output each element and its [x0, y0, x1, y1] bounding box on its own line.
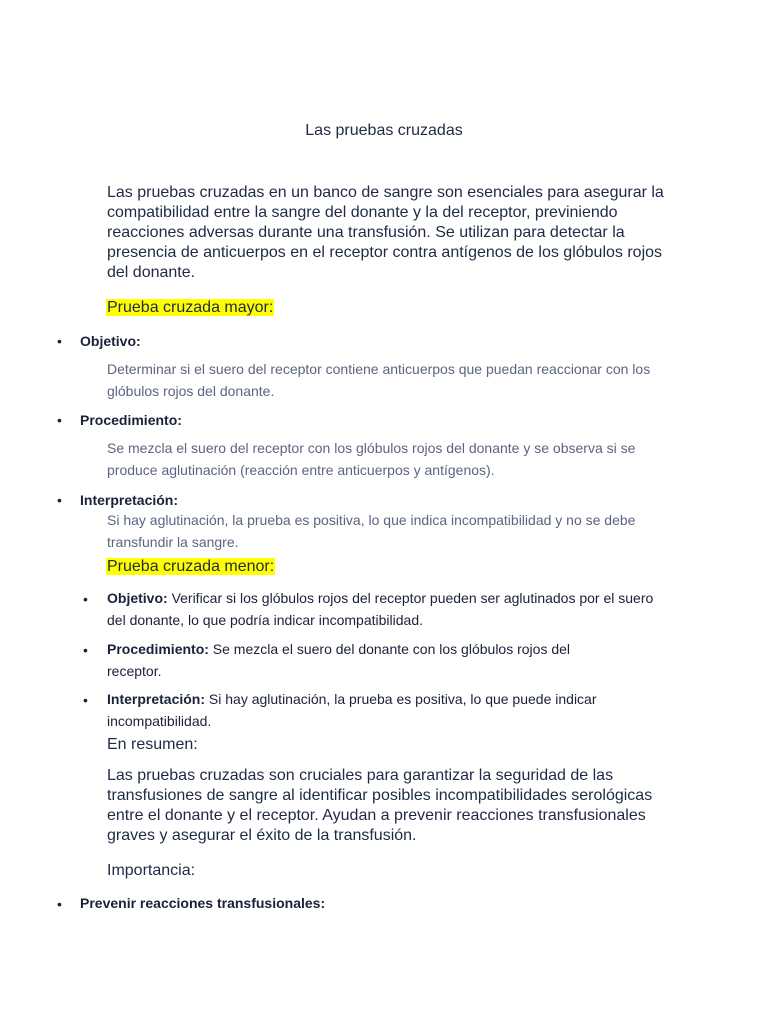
importance-item-label: Prevenir reacciones transfusionales:: [80, 895, 326, 911]
minor-item: [107, 588, 667, 631]
bullet-icon: •: [57, 333, 62, 349]
importance-heading: Importancia:: [107, 862, 196, 879]
bullet-icon: •: [57, 896, 62, 912]
minor-item-label: Procedimiento:: [107, 641, 209, 657]
bullet-icon: •: [57, 492, 62, 508]
minor-item-text: Si hay aglutinación, la prueba es positiva, lo que puede indicar incompatibilidad.: [107, 691, 597, 729]
document-title: Las pruebas cruzadas: [305, 122, 463, 139]
intro-paragraph: Las pruebas cruzadas en un banco de sangre son esenciales para asegurar la compatibilidad entre la sangre del donante y la del receptor, previniendo reacciones adversas durante una transfusión. Se utilizan para detectar la presencia de anticuerpos en el receptor contra antígenos de los glóbulos rojos del donante.: [107, 184, 664, 281]
bullet-icon: •: [83, 692, 88, 708]
major-item-text: Se mezcla el suero del receptor con los glóbulos rojos del donante y se observa si se produce aglutinación (reacción entre anticuerpos y antígenos).: [107, 440, 636, 478]
minor-item-label: Objetivo:: [107, 590, 168, 606]
summary-paragraph: Las pruebas cruzadas son cruciales para garantizar la seguridad de las transfusiones de sangre al identificar posibles incompatibilidades serológicas entre el donante y el receptor. Ayudan a prevenir reacciones transfusionales graves y asegurar el éxito de la transfusión.: [107, 767, 653, 844]
major-item-label: Procedimiento:: [80, 412, 182, 428]
minor-item-label: Interpretación:: [107, 691, 206, 707]
minor-item-text: Verificar si los glóbulos rojos del receptor pueden ser aglutinados por el suero del donante, lo que podría indicar incompatibilidad.: [107, 590, 654, 628]
minor-test-heading: [106, 558, 275, 576]
major-item-text: Determinar si el suero del receptor contiene anticuerpos que puedan reaccionar con los glóbulos rojos del donante.: [107, 361, 651, 399]
major-item-label: Interpretación:: [80, 492, 179, 508]
minor-item-text: Se mezcla el suero del donante con los glóbulos rojos del receptor.: [107, 641, 571, 679]
summary-heading: En resumen:: [107, 736, 198, 753]
bullet-icon: •: [83, 591, 88, 607]
bullet-icon: •: [83, 642, 88, 658]
minor-test-heading-text: Prueba cruzada menor:: [107, 558, 275, 575]
major-test-heading: [106, 299, 274, 317]
major-item-label: Objetivo:: [80, 333, 141, 349]
minor-item: [107, 639, 627, 682]
bullet-icon: •: [57, 412, 62, 428]
minor-item: [107, 689, 652, 732]
major-test-heading-text: Prueba cruzada mayor:: [107, 299, 274, 316]
major-item-text: Si hay aglutinación, la prueba es positiva, lo que indica incompatibilidad y no se debe transfundir la sangre.: [107, 512, 636, 550]
